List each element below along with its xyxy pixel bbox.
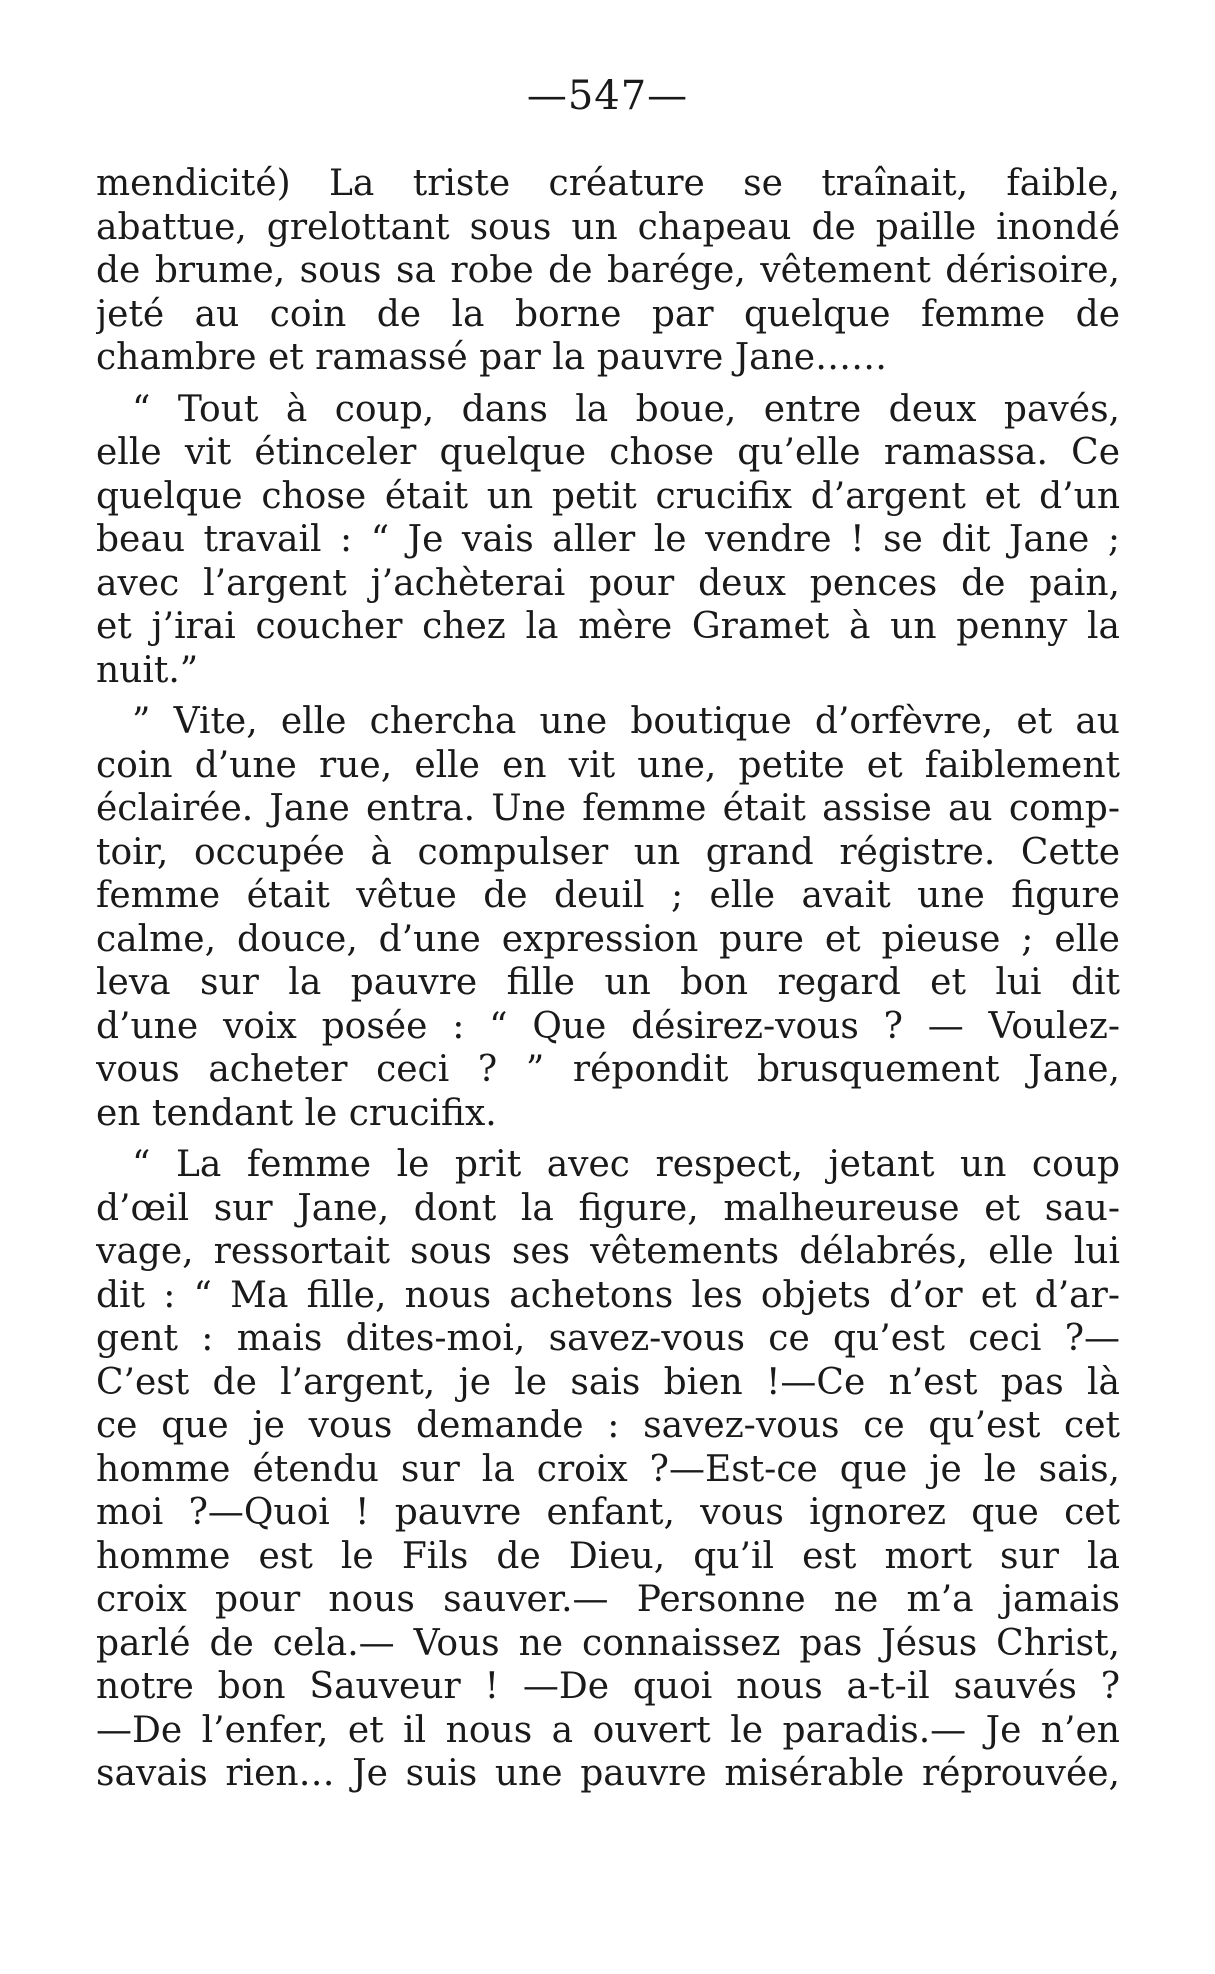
text-line: d’œil sur Jane, dont la figure, malheureuse et sau- bbox=[96, 1187, 1120, 1229]
paragraph bbox=[96, 700, 1120, 1135]
text-line: vage, ressortait sous ses vêtements délabrés, elle lui bbox=[96, 1231, 1120, 1272]
paragraph bbox=[96, 388, 1120, 693]
text-line: beau travail : “ Je vais aller le vendre ! se dit Jane ; bbox=[96, 519, 1120, 560]
text-line: homme est le Fils de Dieu, qu’il est mort sur la bbox=[96, 1535, 1120, 1577]
text-line: ce que je vous demande : savez-vous ce qu’est cet bbox=[96, 1405, 1120, 1446]
text-line: mendicité) La triste créature se traînait, faible, bbox=[96, 163, 1120, 204]
text-line: avec l’argent j’achèterai pour deux pences de pain, bbox=[96, 562, 1120, 604]
text-line: éclairée. Jane entra. Une femme était assise au comp- bbox=[96, 788, 1120, 829]
text-line: ” Vite, elle chercha une boutique d’orfèvre, et au bbox=[132, 701, 1120, 742]
text-line: de brume, sous sa robe de barége, vêtement dérisoire, bbox=[96, 250, 1120, 291]
paragraph bbox=[96, 162, 1120, 380]
page-number: —547— bbox=[526, 73, 689, 119]
text-line: chambre et ramassé par la pauvre Jane…… bbox=[96, 337, 888, 378]
text-line: C’est de l’argent, je le sais bien !—Ce n’est pas là bbox=[96, 1361, 1120, 1403]
text-line: femme était vêtue de deuil ; elle avait une figure bbox=[96, 875, 1120, 916]
paragraph bbox=[96, 1143, 1120, 1796]
text-line: elle vit étinceler quelque chose qu’elle ramassa. Ce bbox=[96, 432, 1120, 473]
text-line: notre bon Sauveur ! —De quoi nous a-t-il sauvés ? bbox=[96, 1666, 1120, 1707]
text-line: en tendant le crucifix. bbox=[96, 1092, 497, 1134]
text-line: parlé de cela.— Vous ne connaissez pas Jésus Christ, bbox=[96, 1622, 1120, 1664]
text-line: toir, occupée à compulser un grand régistre. Cette bbox=[96, 831, 1120, 873]
text-line: dit : “ Ma fille, nous achetons les objets d’or et d’ar- bbox=[96, 1274, 1120, 1316]
text-line: et j’irai coucher chez la mère Gramet à un penny la bbox=[96, 606, 1120, 647]
text-line: calme, douce, d’une expression pure et pieuse ; elle bbox=[96, 918, 1120, 960]
text-line: “ Tout à coup, dans la boue, entre deux pavés, bbox=[132, 388, 1120, 430]
text-line: vous acheter ceci ? ” répondit brusquement Jane, bbox=[96, 1049, 1120, 1090]
text-line: quelque chose était un petit crucifix d’argent et d’un bbox=[96, 475, 1120, 517]
text-line: “ La femme le prit avec respect, jetant un coup bbox=[132, 1144, 1120, 1185]
body-text bbox=[96, 162, 1120, 1796]
text-line: nuit.” bbox=[96, 649, 199, 691]
text-line: d’une voix posée : “ Que désirez-vous ? — Voulez- bbox=[96, 1005, 1120, 1047]
text-line: —De l’enfer, et il nous a ouvert le paradis.— Je n’en bbox=[96, 1709, 1120, 1751]
text-line: savais rien… Je suis une pauvre misérable réprouvée, bbox=[96, 1753, 1120, 1794]
text-line: croix pour nous sauver.— Personne ne m’a jamais bbox=[96, 1579, 1120, 1620]
text-line: leva sur la pauvre fille un bon regard et lui dit bbox=[96, 962, 1120, 1003]
text-line: jeté au coin de la borne par quelque femme de bbox=[96, 293, 1120, 335]
text-line: coin d’une rue, elle en vit une, petite et faiblement bbox=[96, 744, 1120, 786]
text-line: gent : mais dites-moi, savez-vous ce qu’est ceci ?— bbox=[96, 1318, 1120, 1359]
text-line: homme étendu sur la croix ?—Est-ce que je le sais, bbox=[96, 1448, 1120, 1490]
text-line: abattue, grelottant sous un chapeau de paille inondé bbox=[96, 206, 1120, 248]
text-line: moi ?—Quoi ! pauvre enfant, vous ignorez que cet bbox=[96, 1492, 1120, 1533]
